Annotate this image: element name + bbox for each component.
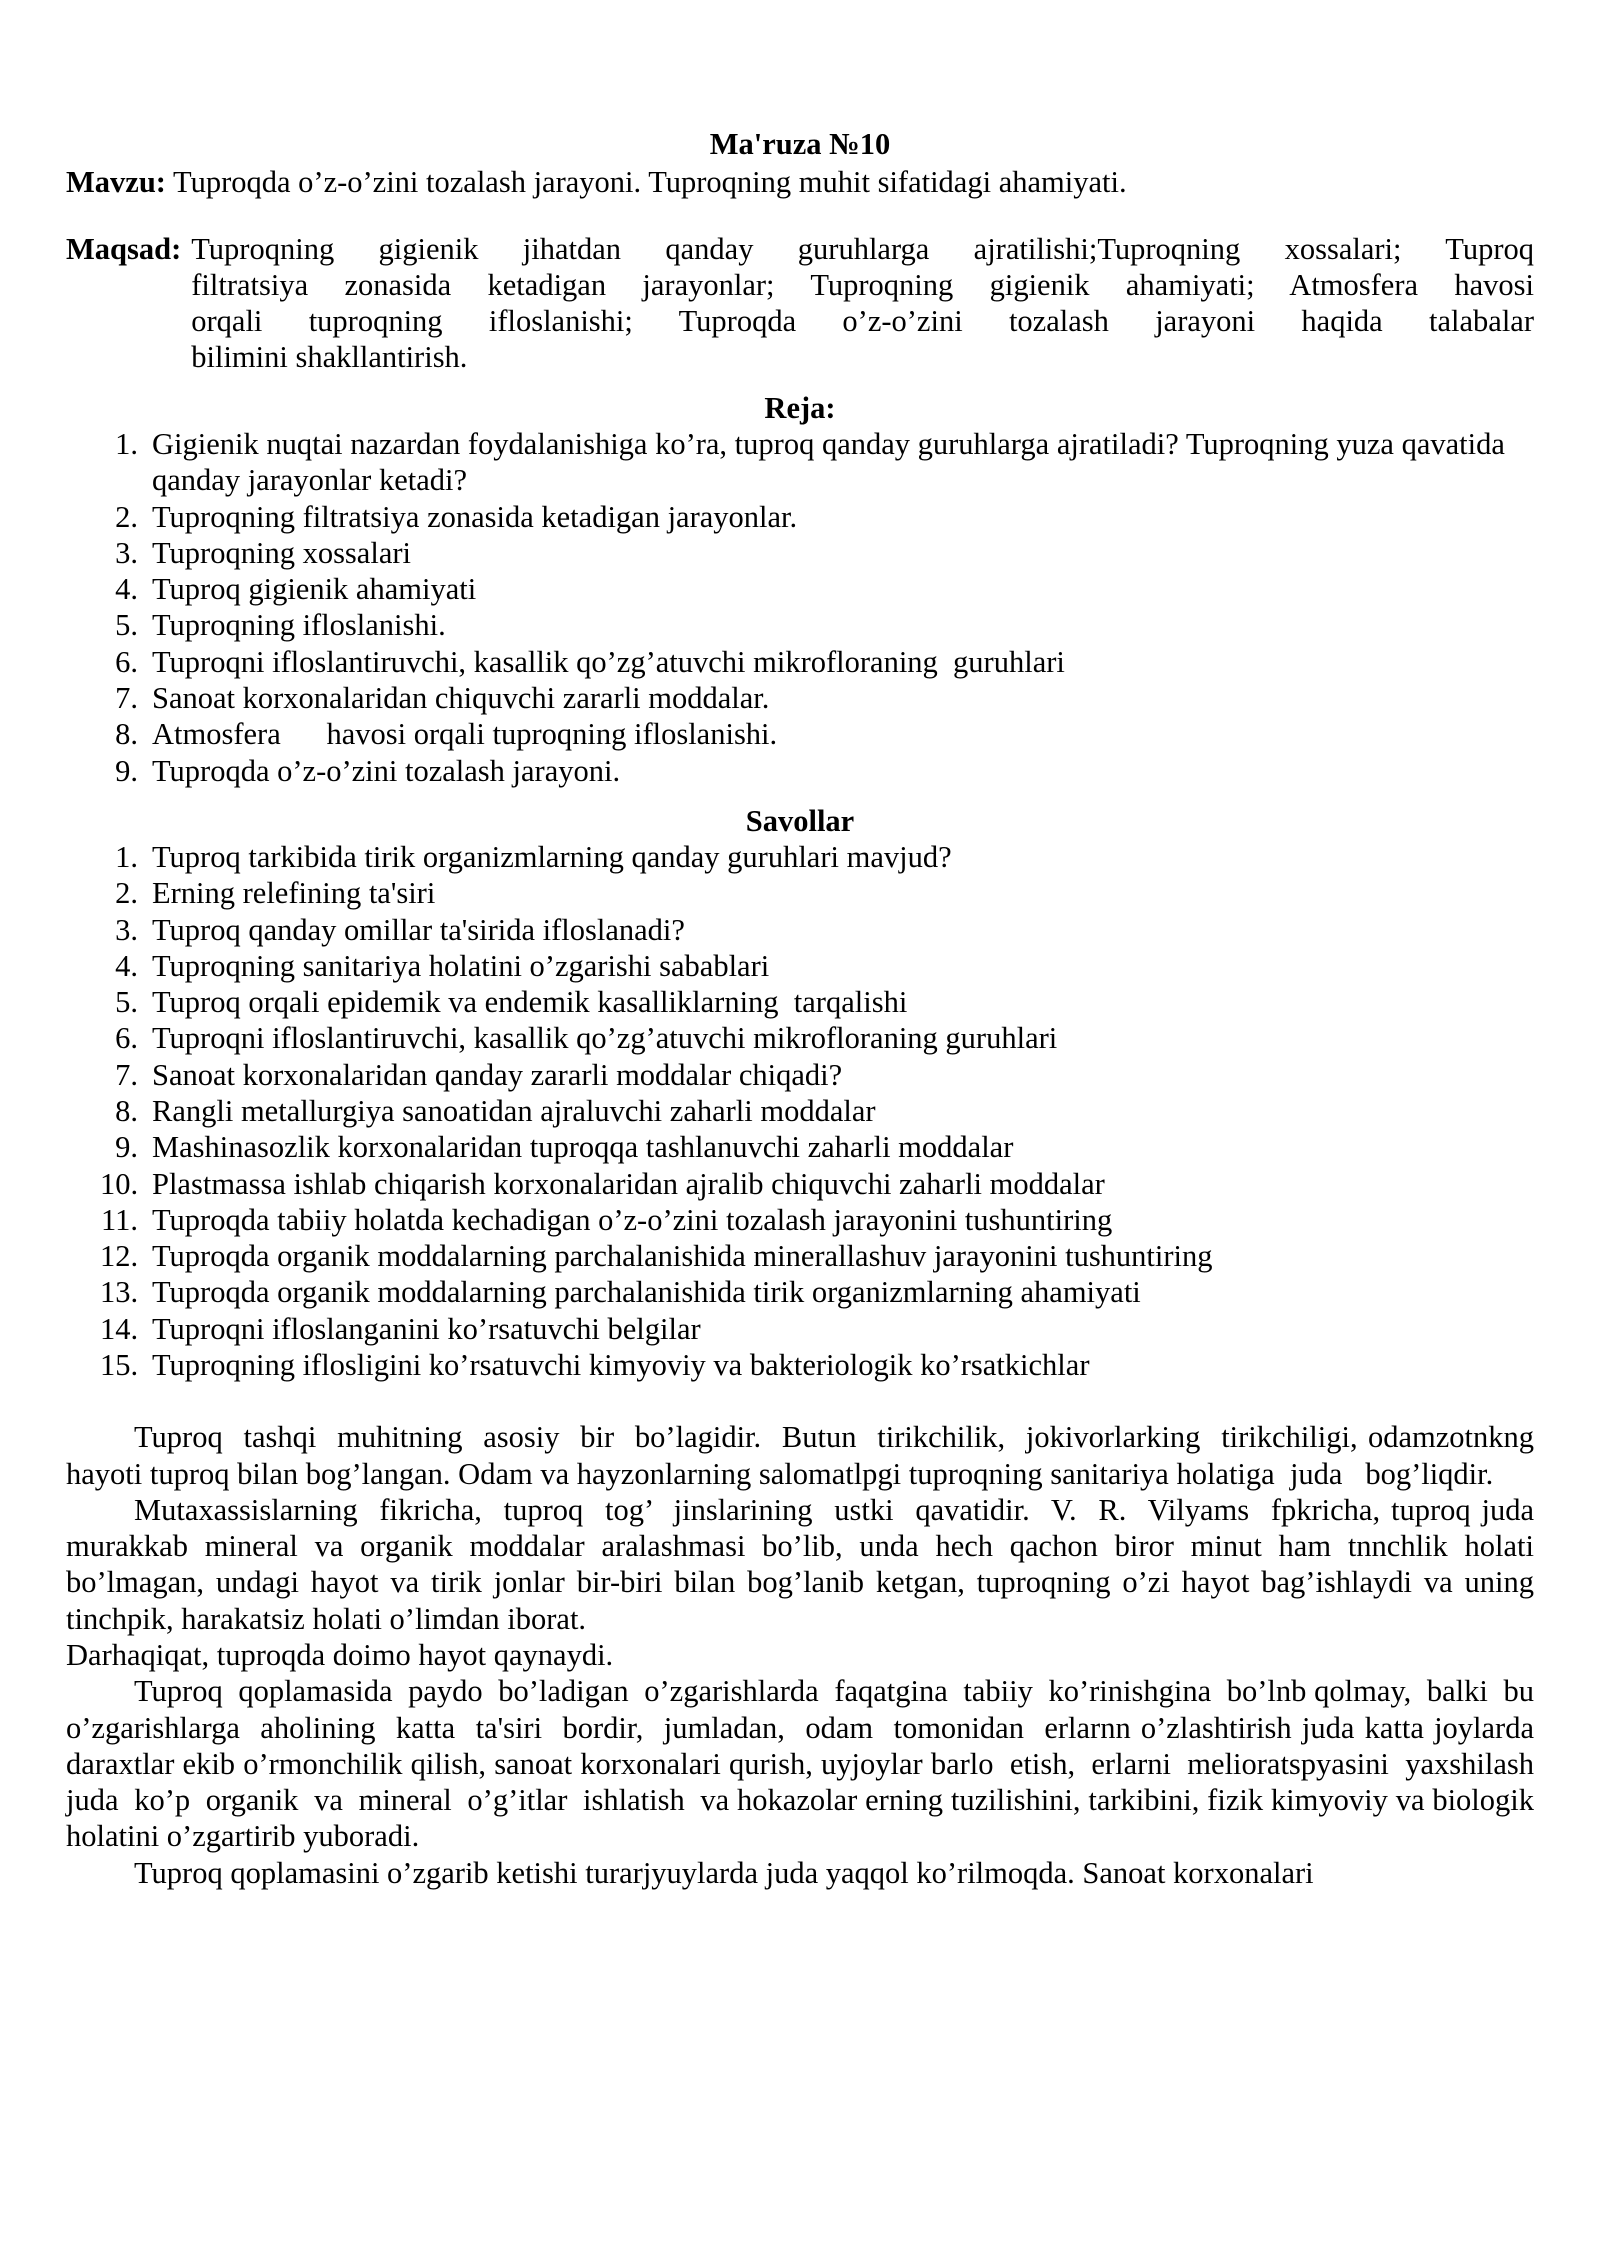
mavzu-line — [66, 162, 1534, 200]
list-item-number: 1. — [115, 840, 138, 875]
list-item-number: 14. — [100, 1311, 139, 1346]
mavzu-text: Tuproqda o’z-o’zini tozalash jarayoni. Tuproqning muhit sifatidagi ahamiyati. — [173, 165, 1127, 200]
list-item-number: 8. — [115, 717, 138, 752]
list-item — [100, 1311, 1534, 1347]
list-item — [100, 1274, 1534, 1310]
list-item — [100, 1093, 1534, 1129]
spacer-after-reja — [66, 789, 1534, 803]
list-item-text: Gigienik nuqtai nazardan foydalanishiga ko’ra, tuproq qanday guruhlarga ajratiladi? Tuproqning yuza qavatida qanday jarayonlar ketadi? — [152, 426, 1505, 498]
body-paragraph-1: Tuproq tashqi muhitning asosiy bir bo’lagidir. Butun tirikchilik, jokivorlarking tirikchiligi, odamzotnkng hayoti tuproq bilan bog’langan. Odam va hayzonlarning salomatlpgi tuproqning sanitariya holatiga juda bog’liqdir. — [66, 1420, 1542, 1491]
body-paragraph-2: Mutaxassislarning fikricha, tuproq tog’ jinslarining ustki qavatidir. V. R. Vilyams fpkricha, tuproq juda murakkab mineral va organik moddalar aralashmasi bo’lib, unda hech qachon biror minut ham tnnchlik holati bo’lmagan, undagi hayot va tirik jonlar bir-biri bilan bog’lanib ketgan, tuproqning o’zi hayot bag’ishlaydi va uning tinchpik, harakatsiz holati o’limdan iborat. — [66, 1492, 1542, 1636]
list-item-number: 15. — [100, 1348, 139, 1382]
list-item-text: Plastmassa ishlab chiqarish korxonalaridan ajralib chiquvchi zaharli moddalar — [152, 1166, 1105, 1201]
lecture-title: Ma'ruza №10 — [709, 127, 891, 161]
list-item-text: Tuproqni ifloslanganini ko’rsatuvchi belgilar — [152, 1311, 701, 1346]
list-item-text: Tuproqda tabiiy holatda kechadigan o’z-o’zini tozalash jarayonini tushuntiring — [152, 1202, 1113, 1237]
list-item-text: Sanoat korxonalaridan chiquvchi zararli moddalar. — [152, 680, 770, 715]
maqsad-line-1: Tuproqning gigienik jihatdan qanday guruhlarga ajratilishi;Tuproqning xossalari; Tuproq — [191, 231, 1534, 266]
list-item-text: Rangli metallurgiya sanoatidan ajraluvchi zaharli moddalar — [152, 1094, 876, 1129]
body-paragraph-3: Darhaqiqat, tuproqda doimo hayot qaynaydi. — [66, 1637, 614, 1672]
list-item-number: 5. — [115, 985, 138, 1020]
body-paragraph-5: Tuproq qoplamasini o’zgarib ketishi turarjyuylarda juda yaqqol ko’rilmoqda. Sanoat korxonalari — [134, 1855, 1314, 1890]
list-item-text: Sanoat korxonalaridan qanday zararli moddalar chiqadi? — [152, 1057, 843, 1092]
list-item-text: Tuproq qanday omillar ta'sirida ifloslanadi? — [152, 912, 685, 947]
list-item-number: 3. — [115, 912, 138, 947]
list-item-number: 6. — [115, 644, 138, 679]
document-body — [66, 126, 1550, 1891]
mavzu-label: Mavzu: — [66, 165, 166, 200]
list-item — [100, 984, 1534, 1020]
list-item-number: 8. — [115, 1094, 138, 1129]
reja-heading: Reja: — [764, 390, 836, 425]
list-item — [100, 1238, 1534, 1274]
list-item-number: 4. — [115, 572, 138, 607]
list-item-number: 3. — [115, 535, 138, 570]
list-item-number: 11. — [101, 1202, 138, 1237]
list-item — [100, 1166, 1534, 1202]
list-item-text: Mashinasozlik korxonalaridan tuproqqa tashlanuvchi zaharli moddalar — [152, 1130, 1014, 1165]
list-item-text: Tuproqning iflosligini ko’rsatuvchi kimyoviy va bakteriologik ko’rsatkichlar — [152, 1348, 1090, 1382]
list-item-number: 1. — [115, 426, 138, 461]
list-item — [100, 1057, 1534, 1093]
list-item — [100, 1129, 1534, 1165]
savollar-heading: Savollar — [745, 803, 855, 838]
list-item-text: Tuproq tarkibida tirik organizmlarning qanday guruhlari mavjud? — [152, 840, 952, 875]
list-item-text: Atmosfera havosi orqali tuproqning ifloslanishi. — [152, 717, 778, 752]
list-item-text: Tuproqni ifloslantiruvchi, kasallik qo’zg’atuvchi mikrofloraning guruhlari — [152, 644, 1065, 679]
list-item-number: 10. — [100, 1166, 139, 1201]
spacer-after-mavzu — [66, 201, 1534, 231]
list-item-text: Tuproqning xossalari — [152, 535, 411, 570]
list-item-number: 7. — [115, 1057, 138, 1092]
body-paragraph-4: Tuproq qoplamasida paydo bo’ladigan o’zgarishlarda faqatgina tabiiy ko’rinishgina bo’lnb qolmay, balki bu o’zgarishlarga aholining katta ta'siri bordir, jumladan, odam tomonidan erlarnn o’zlashtirish juda katta joylarda daraxtlar ekib o’rmonchilik qilish, sanoat korxonalari qurish, uyjoylar barlo etish, erlarni melioratspyasini yaxshilash juda ko’p organik va mineral o’g’itlar ishlatish va hokazolar erning tuzilishini, tarkibini, fizik kimyoviy va biologik holatini o’zgartirib yuboradi. — [66, 1674, 1550, 1854]
savollar-list — [66, 839, 1534, 1383]
list-item — [100, 680, 1534, 716]
list-item-text: Tuproqda organik moddalarning parchalanishida minerallashuv jarayonini tushuntiring — [152, 1239, 1213, 1274]
list-item-number: 12. — [100, 1239, 139, 1274]
list-item — [100, 499, 1534, 535]
maqsad-line-3: orqali tuproqning ifloslanishi; Tuproqda o’z-o’zini tozalash jarayoni haqida talabalar — [191, 304, 1534, 339]
list-item — [100, 753, 1534, 789]
list-item-text: Tuproqni ifloslantiruvchi, kasallik qo’zg’atuvchi mikrofloraning guruhlari — [152, 1021, 1058, 1056]
list-item-text: Tuproqning filtratsiya zonasida ketadigan jarayonlar. — [152, 499, 798, 534]
maqsad-line-2: filtratsiya zonasida ketadigan jarayonlar; Tuproqning gigienik ahamiyati; Atmosfera havosi — [191, 267, 1534, 302]
list-item — [100, 716, 1534, 752]
list-item-number: 13. — [100, 1275, 139, 1310]
maqsad-block — [66, 231, 1534, 376]
list-item — [100, 875, 1534, 911]
spacer-after-savollar — [66, 1383, 1534, 1419]
list-item-text: Tuproqda organik moddalarning parchalanishida tirik organizmlarning ahamiyati — [152, 1275, 1141, 1310]
list-item — [100, 1202, 1534, 1238]
list-item — [100, 644, 1534, 680]
maqsad-text — [191, 231, 1534, 376]
spacer-after-maqsad — [66, 376, 1534, 390]
list-item — [100, 912, 1534, 948]
list-item — [100, 607, 1534, 643]
list-item-number: 4. — [115, 948, 138, 983]
list-item — [100, 948, 1534, 984]
list-item — [100, 426, 1534, 499]
list-item-text: Tuproqning sanitariya holatini o’zgarishi sabablari — [152, 948, 770, 983]
list-item-number: 5. — [115, 608, 138, 643]
list-item-number: 2. — [115, 876, 138, 911]
list-item-text: Tuproq orqali epidemik va endemik kasalliklarning tarqalishi — [152, 985, 908, 1020]
list-item-text: Tuproqda o’z-o’zini tozalash jarayoni. — [152, 753, 621, 788]
maqsad-line-4: bilimini shakllantirish. — [191, 340, 468, 375]
list-item-text: Tuproq gigienik ahamiyati — [152, 572, 477, 607]
list-item-number: 9. — [115, 1130, 138, 1165]
list-item-number: 9. — [115, 753, 138, 788]
list-item-number: 6. — [115, 1021, 138, 1056]
reja-list — [66, 426, 1534, 789]
list-item-number: 2. — [115, 499, 138, 534]
list-item — [100, 571, 1534, 607]
list-item-number: 7. — [115, 680, 138, 715]
list-item — [100, 839, 1534, 875]
list-item-text: Erning relefining ta'siri — [152, 876, 436, 911]
list-item — [100, 1020, 1534, 1056]
list-item-text: Tuproqning ifloslanishi. — [152, 608, 446, 643]
list-item — [100, 1347, 1534, 1383]
maqsad-label: Maqsad: — [66, 231, 182, 266]
list-item — [100, 535, 1534, 571]
